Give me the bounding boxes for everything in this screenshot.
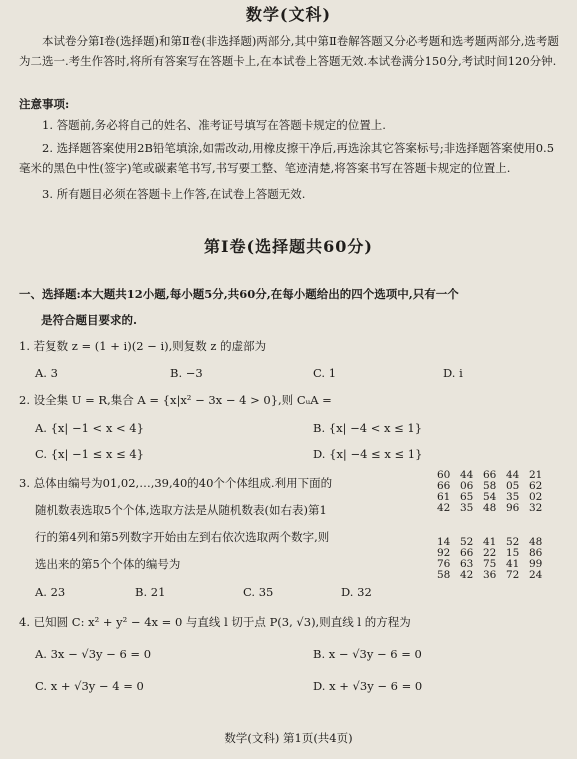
question-1-option-a: A. 3 bbox=[35, 366, 58, 380]
question-1-option-b: B. −3 bbox=[170, 366, 203, 380]
question-3-option-a: A. 23 bbox=[35, 585, 66, 599]
page-footer: 数学(文科) 第1页(共4页) bbox=[224, 731, 353, 745]
question-3-option-b: B. 21 bbox=[135, 585, 166, 599]
question-3-line-2: 随机数表选取5个个体,选取方法是从随机数表(如右表)第1 bbox=[35, 503, 327, 517]
question-2-option-c: C. {x| −1 ≤ x ≤ 4} bbox=[35, 447, 144, 461]
question-1-option-c: C. 1 bbox=[313, 366, 337, 380]
random-number-table-top bbox=[437, 470, 552, 514]
intro-paragraph: 本试卷分第Ⅰ卷(选择题)和第Ⅱ卷(非选择题)两部分,其中第Ⅱ卷解答题又分必考题和选考题两部分,选考题为二选一.考生作答时,将所有答案写在答题卡上,在本试卷上答题无效.本试卷满分150分,考试时间120分钟. bbox=[19, 34, 559, 68]
table-row: 61 65 54 35 02 bbox=[437, 491, 543, 503]
note-2: 2. 选择题答案使用2B铅笔填涂,如需改动,用橡皮擦干净后,再选涂其它答案标号;非选择题答案使用0.5毫米的黑色中性(签字)笔或碳素笔书写,书写要工整、笔迹清楚,将答案书写在答题卡规定的位置上. bbox=[19, 141, 555, 175]
question-3-line-1: 3. 总体由编号为01,02,…,39,40的40个个体组成.利用下面的 bbox=[19, 476, 333, 490]
notes-heading: 注意事项: bbox=[19, 97, 70, 111]
note-1: 1. 答题前,务必将自己的姓名、准考证号填写在答题卡规定的位置上. bbox=[42, 118, 386, 132]
table-row: 42 35 48 96 32 bbox=[437, 502, 543, 514]
section-title: 第Ⅰ卷(选择题共60分) bbox=[204, 237, 373, 256]
part-heading-line-1: 一、选择题:本大题共12小题,每小题5分,共60分,在每小题给出的四个选项中,只有一个 bbox=[19, 287, 459, 301]
table-row: 92 66 22 15 86 bbox=[437, 547, 543, 559]
question-3-line-4: 选出来的第5个个体的编号为 bbox=[35, 557, 181, 571]
question-1-stem: 1. 若复数 z = (1 + i)(2 − i),则复数 z 的虚部为 bbox=[19, 339, 267, 353]
table-row: 66 06 58 05 62 bbox=[437, 480, 543, 492]
question-4-option-d: D. x + √3y − 6 = 0 bbox=[313, 679, 423, 693]
question-2-option-d: D. {x| −4 ≤ x ≤ 1} bbox=[313, 447, 423, 461]
question-3-line-3: 行的第4列和第5列数字开始由左到右依次选取两个数字,则 bbox=[35, 530, 330, 544]
question-4-stem: 4. 已知圆 C: x² + y² − 4x = 0 与直线 l 切于点 P(3, √3),则直线 l 的方程为 bbox=[19, 615, 411, 629]
question-2-option-a: A. {x| −1 < x < 4} bbox=[35, 421, 144, 435]
question-2-stem: 2. 设全集 U = R,集合 A = {x|x² − 3x − 4 > 0},则 CᵤA = bbox=[19, 393, 332, 407]
question-1-option-d: D. i bbox=[443, 366, 463, 380]
question-4-option-c: C. x + √3y − 4 = 0 bbox=[35, 679, 144, 693]
question-4-option-b: B. x − √3y − 6 = 0 bbox=[313, 647, 422, 661]
question-4-option-a: A. 3x − √3y − 6 = 0 bbox=[35, 647, 152, 661]
note-3: 3. 所有题目必须在答题卡上作答,在试卷上答题无效. bbox=[42, 187, 306, 201]
part-heading-line-2: 是符合题目要求的. bbox=[41, 313, 138, 327]
table-row: 58 42 36 72 24 bbox=[437, 569, 543, 581]
question-2-option-b: B. {x| −4 < x ≤ 1} bbox=[313, 421, 423, 435]
table-row: 76 63 75 41 99 bbox=[437, 558, 543, 570]
random-number-table-bottom bbox=[437, 537, 552, 581]
question-3-option-c: C. 35 bbox=[243, 585, 274, 599]
page-title: 数学(文科) bbox=[245, 5, 332, 24]
question-3-option-d: D. 32 bbox=[341, 585, 372, 599]
table-row: 60 44 66 44 21 bbox=[437, 469, 543, 481]
table-row: 14 52 41 52 48 bbox=[437, 536, 543, 548]
